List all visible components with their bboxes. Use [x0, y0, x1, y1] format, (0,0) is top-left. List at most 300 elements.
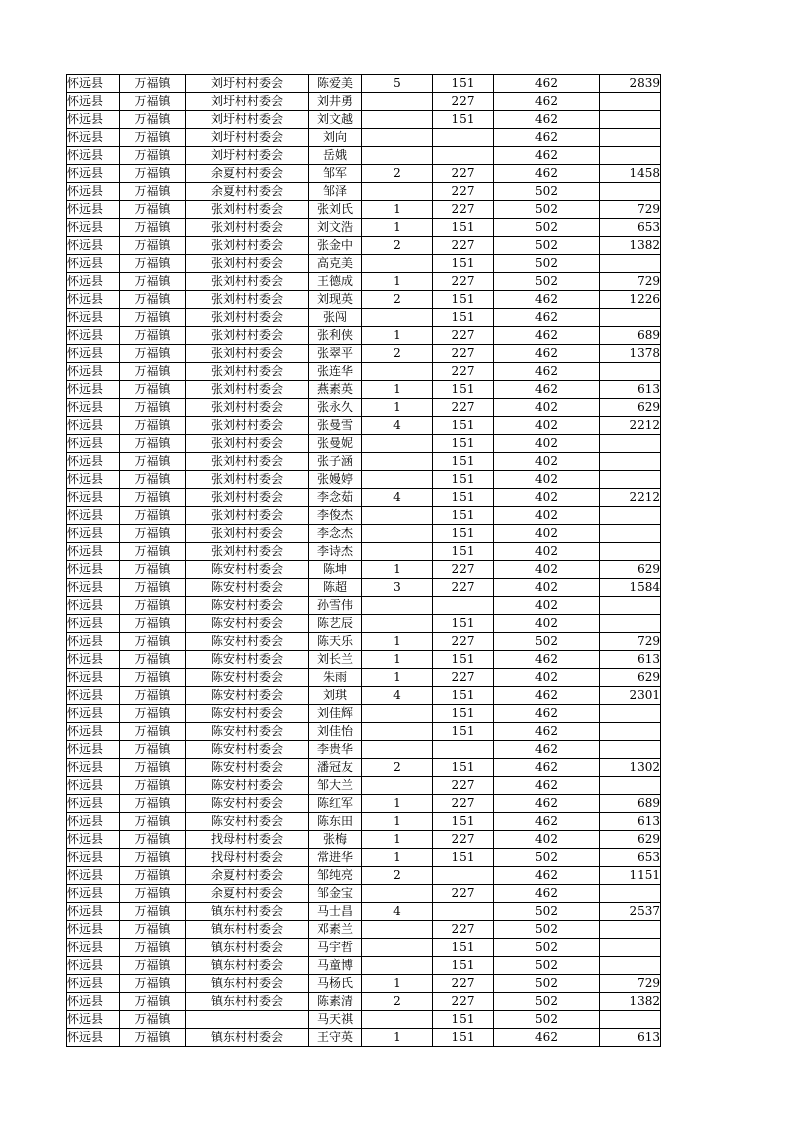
table-row	[67, 849, 661, 867]
amount-a-cell: 151	[433, 939, 494, 957]
household-size-cell: 1	[362, 669, 433, 687]
village-committee-cell: 张刘村村委会	[186, 327, 309, 345]
amount-a-cell: 151	[433, 309, 494, 327]
total-cell	[600, 939, 661, 957]
amount-a-cell: 151	[433, 1029, 494, 1047]
town-cell: 万福镇	[120, 813, 186, 831]
household-size-cell	[362, 309, 433, 327]
amount-b-cell: 402	[494, 543, 600, 561]
table-row	[67, 741, 661, 759]
total-cell	[600, 147, 661, 165]
household-size-cell: 4	[362, 687, 433, 705]
table-row	[67, 723, 661, 741]
village-committee-cell: 陈安村村委会	[186, 615, 309, 633]
amount-a-cell: 227	[433, 669, 494, 687]
total-cell	[600, 957, 661, 975]
name-cell: 朱雨	[309, 669, 362, 687]
town-cell: 万福镇	[120, 597, 186, 615]
amount-b-cell: 402	[494, 669, 600, 687]
total-cell	[600, 111, 661, 129]
household-size-cell: 1	[362, 327, 433, 345]
town-cell: 万福镇	[120, 741, 186, 759]
household-size-cell: 2	[362, 345, 433, 363]
name-cell: 张翠平	[309, 345, 362, 363]
amount-a-cell	[433, 741, 494, 759]
village-committee-cell: 张刘村村委会	[186, 201, 309, 219]
county-cell: 怀远县	[67, 255, 120, 273]
county-cell: 怀远县	[67, 831, 120, 849]
household-size-cell	[362, 705, 433, 723]
table-row	[67, 147, 661, 165]
subsidy-table	[66, 74, 661, 1047]
amount-b-cell: 502	[494, 255, 600, 273]
amount-a-cell: 227	[433, 561, 494, 579]
town-cell: 万福镇	[120, 291, 186, 309]
town-cell: 万福镇	[120, 705, 186, 723]
household-size-cell: 1	[362, 831, 433, 849]
table-row	[67, 489, 661, 507]
village-committee-cell: 陈安村村委会	[186, 687, 309, 705]
village-committee-cell: 陈安村村委会	[186, 723, 309, 741]
name-cell: 李念茹	[309, 489, 362, 507]
name-cell: 张嫚婷	[309, 471, 362, 489]
amount-a-cell: 151	[433, 957, 494, 975]
town-cell: 万福镇	[120, 381, 186, 399]
amount-b-cell: 462	[494, 75, 600, 93]
name-cell: 刘佳辉	[309, 705, 362, 723]
household-size-cell	[362, 111, 433, 129]
amount-b-cell: 502	[494, 633, 600, 651]
name-cell: 刘现英	[309, 291, 362, 309]
table-row	[67, 201, 661, 219]
county-cell: 怀远县	[67, 543, 120, 561]
amount-b-cell: 462	[494, 381, 600, 399]
county-cell: 怀远县	[67, 93, 120, 111]
amount-a-cell: 227	[433, 885, 494, 903]
town-cell: 万福镇	[120, 669, 186, 687]
town-cell: 万福镇	[120, 975, 186, 993]
amount-b-cell: 462	[494, 147, 600, 165]
town-cell: 万福镇	[120, 327, 186, 345]
village-committee-cell: 张刘村村委会	[186, 219, 309, 237]
town-cell: 万福镇	[120, 345, 186, 363]
amount-b-cell: 402	[494, 615, 600, 633]
household-size-cell: 4	[362, 903, 433, 921]
amount-a-cell	[433, 867, 494, 885]
village-committee-cell: 镇东村村委会	[186, 939, 309, 957]
town-cell: 万福镇	[120, 921, 186, 939]
amount-b-cell: 462	[494, 291, 600, 309]
table-row	[67, 399, 661, 417]
town-cell: 万福镇	[120, 399, 186, 417]
amount-b-cell: 462	[494, 363, 600, 381]
name-cell: 高克美	[309, 255, 362, 273]
table-row	[67, 759, 661, 777]
village-committee-cell: 余夏村村委会	[186, 183, 309, 201]
village-committee-cell: 镇东村村委会	[186, 957, 309, 975]
amount-b-cell: 462	[494, 885, 600, 903]
county-cell: 怀远县	[67, 309, 120, 327]
name-cell: 马士昌	[309, 903, 362, 921]
name-cell: 常进华	[309, 849, 362, 867]
amount-b-cell: 402	[494, 831, 600, 849]
amount-b-cell: 502	[494, 849, 600, 867]
county-cell: 怀远县	[67, 489, 120, 507]
total-cell	[600, 309, 661, 327]
county-cell: 怀远县	[67, 453, 120, 471]
village-committee-cell: 张刘村村委会	[186, 273, 309, 291]
county-cell: 怀远县	[67, 993, 120, 1011]
name-cell: 马宇哲	[309, 939, 362, 957]
amount-b-cell: 402	[494, 525, 600, 543]
amount-a-cell: 227	[433, 345, 494, 363]
name-cell: 张连华	[309, 363, 362, 381]
town-cell: 万福镇	[120, 849, 186, 867]
name-cell: 李俊杰	[309, 507, 362, 525]
total-cell	[600, 615, 661, 633]
village-committee-cell: 陈安村村委会	[186, 741, 309, 759]
table-row	[67, 327, 661, 345]
county-cell: 怀远县	[67, 975, 120, 993]
amount-b-cell: 402	[494, 489, 600, 507]
household-size-cell: 2	[362, 237, 433, 255]
name-cell: 马杨氏	[309, 975, 362, 993]
table-row	[67, 903, 661, 921]
county-cell: 怀远县	[67, 363, 120, 381]
town-cell: 万福镇	[120, 237, 186, 255]
household-size-cell: 4	[362, 417, 433, 435]
name-cell: 马童博	[309, 957, 362, 975]
village-committee-cell: 陈安村村委会	[186, 597, 309, 615]
amount-a-cell: 151	[433, 651, 494, 669]
total-cell	[600, 363, 661, 381]
village-committee-cell: 镇东村村委会	[186, 1029, 309, 1047]
household-size-cell	[362, 885, 433, 903]
town-cell: 万福镇	[120, 795, 186, 813]
amount-b-cell: 402	[494, 561, 600, 579]
town-cell: 万福镇	[120, 93, 186, 111]
county-cell: 怀远县	[67, 921, 120, 939]
name-cell: 邹军	[309, 165, 362, 183]
village-committee-cell: 陈安村村委会	[186, 561, 309, 579]
total-cell: 1382	[600, 993, 661, 1011]
household-size-cell: 2	[362, 867, 433, 885]
household-size-cell: 1	[362, 201, 433, 219]
table-row	[67, 93, 661, 111]
total-cell: 1382	[600, 237, 661, 255]
table-row	[67, 957, 661, 975]
town-cell: 万福镇	[120, 417, 186, 435]
name-cell: 陈红军	[309, 795, 362, 813]
county-cell: 怀远县	[67, 687, 120, 705]
amount-b-cell: 462	[494, 795, 600, 813]
amount-b-cell: 502	[494, 993, 600, 1011]
table-body	[67, 75, 661, 1047]
name-cell: 刘佳怡	[309, 723, 362, 741]
county-cell: 怀远县	[67, 507, 120, 525]
table-row	[67, 129, 661, 147]
name-cell: 陈坤	[309, 561, 362, 579]
town-cell: 万福镇	[120, 75, 186, 93]
table-row	[67, 363, 661, 381]
amount-b-cell: 502	[494, 183, 600, 201]
total-cell: 729	[600, 975, 661, 993]
total-cell	[600, 597, 661, 615]
village-committee-cell: 余夏村村委会	[186, 867, 309, 885]
town-cell: 万福镇	[120, 363, 186, 381]
total-cell: 629	[600, 561, 661, 579]
village-committee-cell: 余夏村村委会	[186, 885, 309, 903]
county-cell: 怀远县	[67, 939, 120, 957]
town-cell: 万福镇	[120, 165, 186, 183]
household-size-cell	[362, 543, 433, 561]
amount-a-cell: 151	[433, 1011, 494, 1029]
village-committee-cell: 张刘村村委会	[186, 291, 309, 309]
town-cell: 万福镇	[120, 489, 186, 507]
name-cell: 张永久	[309, 399, 362, 417]
total-cell: 729	[600, 201, 661, 219]
amount-b-cell: 502	[494, 219, 600, 237]
household-size-cell	[362, 435, 433, 453]
county-cell: 怀远县	[67, 651, 120, 669]
table-row	[67, 1011, 661, 1029]
village-committee-cell: 找母村村委会	[186, 831, 309, 849]
total-cell: 613	[600, 381, 661, 399]
amount-a-cell: 151	[433, 381, 494, 399]
village-committee-cell: 镇东村村委会	[186, 903, 309, 921]
name-cell: 邹纯亮	[309, 867, 362, 885]
table-row	[67, 813, 661, 831]
town-cell: 万福镇	[120, 903, 186, 921]
household-size-cell: 1	[362, 633, 433, 651]
county-cell: 怀远县	[67, 849, 120, 867]
total-cell	[600, 741, 661, 759]
household-size-cell: 1	[362, 273, 433, 291]
amount-a-cell: 227	[433, 579, 494, 597]
amount-a-cell: 227	[433, 831, 494, 849]
amount-a-cell: 227	[433, 633, 494, 651]
county-cell: 怀远县	[67, 903, 120, 921]
village-committee-cell: 镇东村村委会	[186, 993, 309, 1011]
amount-b-cell: 462	[494, 165, 600, 183]
table-row	[67, 435, 661, 453]
total-cell	[600, 453, 661, 471]
county-cell: 怀远县	[67, 633, 120, 651]
name-cell: 马天祺	[309, 1011, 362, 1029]
total-cell: 689	[600, 327, 661, 345]
county-cell: 怀远县	[67, 579, 120, 597]
amount-b-cell: 462	[494, 345, 600, 363]
amount-b-cell: 502	[494, 201, 600, 219]
amount-b-cell: 402	[494, 453, 600, 471]
county-cell: 怀远县	[67, 777, 120, 795]
county-cell: 怀远县	[67, 1029, 120, 1047]
amount-a-cell: 151	[433, 489, 494, 507]
county-cell: 怀远县	[67, 561, 120, 579]
name-cell: 陈天乐	[309, 633, 362, 651]
amount-a-cell: 151	[433, 111, 494, 129]
amount-a-cell: 227	[433, 201, 494, 219]
name-cell: 燕素英	[309, 381, 362, 399]
town-cell: 万福镇	[120, 147, 186, 165]
village-committee-cell: 张刘村村委会	[186, 489, 309, 507]
total-cell: 613	[600, 1029, 661, 1047]
table-row	[67, 579, 661, 597]
town-cell: 万福镇	[120, 111, 186, 129]
amount-b-cell: 402	[494, 471, 600, 489]
amount-b-cell: 502	[494, 939, 600, 957]
total-cell	[600, 885, 661, 903]
amount-a-cell: 151	[433, 813, 494, 831]
household-size-cell	[362, 615, 433, 633]
county-cell: 怀远县	[67, 813, 120, 831]
county-cell: 怀远县	[67, 399, 120, 417]
household-size-cell	[362, 957, 433, 975]
village-committee-cell: 陈安村村委会	[186, 813, 309, 831]
town-cell: 万福镇	[120, 651, 186, 669]
table-row	[67, 705, 661, 723]
county-cell: 怀远县	[67, 327, 120, 345]
name-cell: 刘文浩	[309, 219, 362, 237]
total-cell: 613	[600, 813, 661, 831]
county-cell: 怀远县	[67, 147, 120, 165]
name-cell: 邓素兰	[309, 921, 362, 939]
county-cell: 怀远县	[67, 669, 120, 687]
total-cell	[600, 921, 661, 939]
total-cell	[600, 183, 661, 201]
amount-a-cell: 151	[433, 291, 494, 309]
total-cell: 653	[600, 219, 661, 237]
town-cell: 万福镇	[120, 1011, 186, 1029]
county-cell: 怀远县	[67, 165, 120, 183]
name-cell: 刘文越	[309, 111, 362, 129]
household-size-cell: 1	[362, 561, 433, 579]
village-committee-cell: 余夏村村委会	[186, 165, 309, 183]
table-row	[67, 309, 661, 327]
household-size-cell: 1	[362, 1029, 433, 1047]
county-cell: 怀远县	[67, 237, 120, 255]
name-cell: 张利侠	[309, 327, 362, 345]
amount-b-cell: 462	[494, 759, 600, 777]
table-row	[67, 165, 661, 183]
county-cell: 怀远县	[67, 345, 120, 363]
table-row	[67, 75, 661, 93]
table-row	[67, 507, 661, 525]
amount-a-cell: 227	[433, 777, 494, 795]
county-cell: 怀远县	[67, 867, 120, 885]
amount-a-cell: 227	[433, 237, 494, 255]
county-cell: 怀远县	[67, 1011, 120, 1029]
total-cell	[600, 471, 661, 489]
village-committee-cell: 刘圩村村委会	[186, 147, 309, 165]
amount-b-cell: 462	[494, 1029, 600, 1047]
amount-a-cell: 151	[433, 723, 494, 741]
total-cell: 2301	[600, 687, 661, 705]
town-cell: 万福镇	[120, 885, 186, 903]
total-cell: 1151	[600, 867, 661, 885]
amount-a-cell: 151	[433, 435, 494, 453]
village-committee-cell: 张刘村村委会	[186, 255, 309, 273]
village-committee-cell: 张刘村村委会	[186, 399, 309, 417]
town-cell: 万福镇	[120, 939, 186, 957]
county-cell: 怀远县	[67, 291, 120, 309]
table-row	[67, 471, 661, 489]
household-size-cell: 2	[362, 759, 433, 777]
name-cell: 孙雪伟	[309, 597, 362, 615]
village-committee-cell: 陈安村村委会	[186, 669, 309, 687]
amount-a-cell: 227	[433, 993, 494, 1011]
amount-b-cell: 502	[494, 903, 600, 921]
village-committee-cell: 陈安村村委会	[186, 795, 309, 813]
town-cell: 万福镇	[120, 615, 186, 633]
town-cell: 万福镇	[120, 471, 186, 489]
name-cell: 李贵华	[309, 741, 362, 759]
village-committee-cell: 陈安村村委会	[186, 579, 309, 597]
household-size-cell: 1	[362, 399, 433, 417]
table-row	[67, 219, 661, 237]
amount-b-cell: 462	[494, 129, 600, 147]
name-cell: 李诗杰	[309, 543, 362, 561]
amount-a-cell: 151	[433, 849, 494, 867]
total-cell: 629	[600, 831, 661, 849]
table-row	[67, 1029, 661, 1047]
amount-b-cell: 402	[494, 435, 600, 453]
amount-a-cell: 227	[433, 183, 494, 201]
total-cell: 729	[600, 633, 661, 651]
table-row	[67, 381, 661, 399]
amount-a-cell	[433, 903, 494, 921]
village-committee-cell: 刘圩村村委会	[186, 75, 309, 93]
total-cell: 2537	[600, 903, 661, 921]
village-committee-cell: 张刘村村委会	[186, 471, 309, 489]
amount-b-cell: 402	[494, 597, 600, 615]
total-cell: 1226	[600, 291, 661, 309]
total-cell	[600, 435, 661, 453]
total-cell	[600, 1011, 661, 1029]
amount-a-cell: 151	[433, 705, 494, 723]
town-cell: 万福镇	[120, 957, 186, 975]
table-row	[67, 651, 661, 669]
total-cell: 2212	[600, 489, 661, 507]
village-committee-cell: 张刘村村委会	[186, 525, 309, 543]
household-size-cell: 4	[362, 489, 433, 507]
household-size-cell	[362, 183, 433, 201]
table-row	[67, 291, 661, 309]
county-cell: 怀远县	[67, 471, 120, 489]
name-cell: 刘长兰	[309, 651, 362, 669]
total-cell: 2839	[600, 75, 661, 93]
table-row	[67, 669, 661, 687]
household-size-cell: 1	[362, 651, 433, 669]
table-row	[67, 831, 661, 849]
town-cell: 万福镇	[120, 255, 186, 273]
total-cell: 1302	[600, 759, 661, 777]
village-committee-cell: 陈安村村委会	[186, 633, 309, 651]
amount-a-cell: 151	[433, 255, 494, 273]
amount-b-cell: 502	[494, 921, 600, 939]
total-cell	[600, 255, 661, 273]
town-cell: 万福镇	[120, 1029, 186, 1047]
household-size-cell: 2	[362, 291, 433, 309]
county-cell: 怀远县	[67, 705, 120, 723]
county-cell: 怀远县	[67, 885, 120, 903]
total-cell: 629	[600, 669, 661, 687]
county-cell: 怀远县	[67, 111, 120, 129]
amount-a-cell: 227	[433, 921, 494, 939]
amount-b-cell: 462	[494, 867, 600, 885]
total-cell: 729	[600, 273, 661, 291]
town-cell: 万福镇	[120, 993, 186, 1011]
